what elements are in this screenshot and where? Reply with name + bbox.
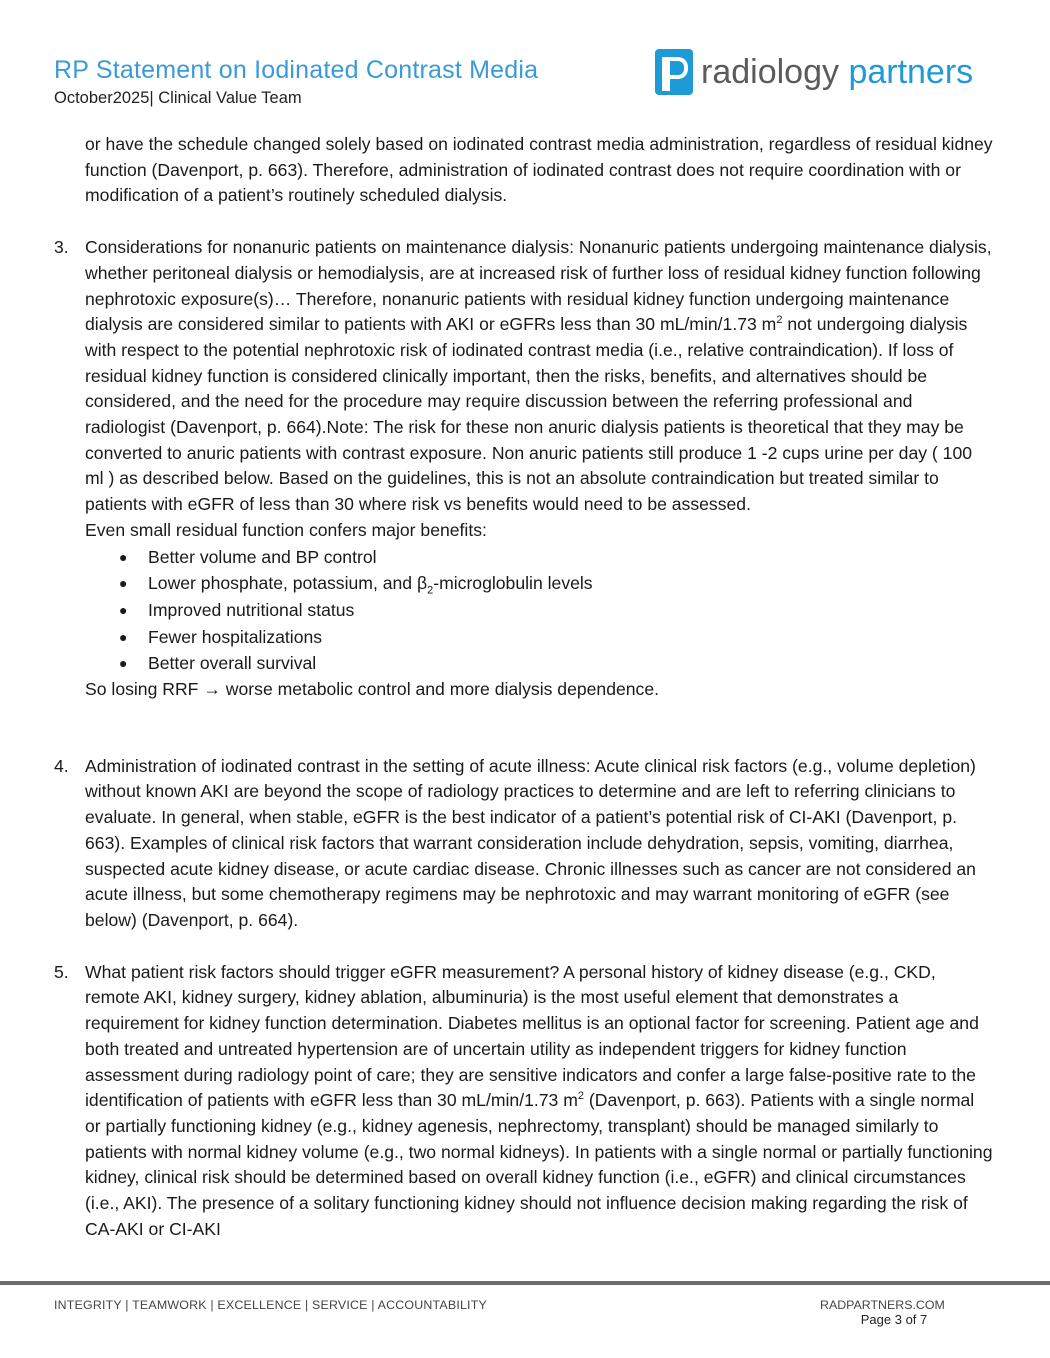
list-item: ● Improved nutritional status — [85, 597, 994, 624]
footer-divider — [0, 1281, 1050, 1285]
benefits-list — [85, 544, 994, 678]
footer-values: INTEGRITY | TEAMWORK | EXCELLENCE | SERVICE | ACCOUNTABILITY — [54, 1298, 487, 1312]
list-item: ● Fewer hospitalizations — [85, 624, 994, 651]
bullet-icon: ● — [119, 548, 128, 565]
list-item: ● Better overall survival — [85, 650, 994, 677]
radiology-partners-logo — [655, 48, 973, 96]
document-body — [54, 132, 994, 1242]
item-number: 3. — [54, 237, 69, 258]
page-number: Page 3 of 7 — [860, 1312, 928, 1327]
list-item-4 — [54, 754, 994, 934]
bullet-icon: ● — [119, 655, 128, 672]
bullet-icon: ● — [119, 575, 128, 592]
benefits-intro: Even small residual function confers major benefits: — [85, 519, 487, 540]
bullet-icon: ● — [119, 601, 128, 618]
item-3-conclusion: So losing RRF → worse metabolic control and more dialysis dependence. — [85, 679, 660, 700]
footer-website: RADPARTNERS.COM — [820, 1298, 945, 1312]
list-item-3 — [54, 235, 994, 703]
item-5-text: What patient risk factors should trigger eGFR measurement? A personal history of kidney disease (e.g., CKD, remote AKI, kidney surgery, kidney ablation, albuminuria) is the most useful element that demonstrates a requirement for kidney function determination. Diabetes mellitus is an optional factor for screening. Patient age and both treated and untreated hypertension are of uncertain utility as independent triggers for kidney function assessment during radiology point of care; they are sensitive indicators and confer a large false-positive rate to the identification of patients with eGFR less than 30 mL/min/1.73 $m^2$ (Davenport, p. 663). Patients with a single normal or partially functioning kidney (e.g., kidney agenesis, nephrectomy, transplant) should be managed similarly to patients with normal kidney volume (e.g., two normal kidneys). In patients with a single normal or partially functioning kidney, clinical risk should be determined based on overall kidney function (i.e., eGFR) and clinical circumstances (i.e., AKI). The presence of a solitary functioning kidney should not influence decision making regarding the risk of CA-AKI or CI-AKI — [85, 961, 993, 1239]
list-item-5 — [54, 960, 994, 1243]
item-number: 5. — [54, 961, 69, 982]
rp-logo-icon — [655, 49, 693, 95]
item-4-text: Administration of iodinated contrast in the setting of acute illness: Acute clinical risk factors (e.g., volume depletion) without known AKI are beyond the scope of radiology practices to determine and are left to referring clinicians to evaluate. In general, when stable, eGFR is the best indicator of a patient’s potential risk of CI-AKI (Davenport, p. 663). Examples of clinical risk factors that warrant consideration include dehydration, sepsis, vomiting, diarrhea, suspected acute kidney disease, or acute cardiac disease. Chronic illnesses such as cancer are not considered an acute illness, but some chemotherapy regimens may be nephrotoxic and may warrant monitoring of eGFR (see below) (Davenport, p. 664). — [85, 755, 976, 930]
item-number: 4. — [54, 755, 69, 776]
list-item: ● Better volume and BP control — [85, 544, 994, 571]
document-subtitle: October2025| Clinical Value Team — [54, 89, 302, 107]
item-3-text: Considerations for nonanuric patients on maintenance dialysis: Nonanuric patients undergoing maintenance dialysis, whether peritoneal dialysis or hemodialysis, are at increased risk of further loss of residual kidney function following nephrotoxic exposure(s)… Therefore, nonanuric patients with residual kidney function undergoing maintenance dialysis are considered similar to patients with AKI or eGFRs less than 30 mL/min/1.73 $m^2$ not undergoing dialysis with respect to the potential nephrotoxic risk of iodinated contrast media (i.e., relative contraindication). If loss of residual kidney function is considered clinically important, then the risks, benefits, and alternatives should be considered, and the need for the procedure may require discussion between the referring professional and radiologist (Davenport, p. 664).Note: The risk for these non anuric dialysis patients is theoretical that they may be converted to anuric patients with contrast exposure. Non anuric patients still produce 1 -2 cups urine per day ( 100 ml ) as described below. Based on the guidelines, this is not an absolute contraindication but treated similar to patients with eGFR of less than 30 where risk vs benefits would need to be assessed. — [85, 237, 992, 515]
document-title: RP Statement on Iodinated Contrast Media — [54, 56, 539, 84]
bullet-icon: ● — [119, 628, 128, 645]
list-item: ● Lower phosphate, potassium, and $\beta_2$-microglobulin levels — [85, 570, 994, 597]
logo-wordmark: radiology partners — [701, 53, 974, 91]
intro-paragraph: or have the schedule changed solely based on iodinated contrast media administration, regardless of residual kidney function (Davenport, p. 663). Therefore, administration of iodinated contrast does not require coordination with or modification of a patient’s routinely scheduled dialysis. — [85, 134, 993, 206]
